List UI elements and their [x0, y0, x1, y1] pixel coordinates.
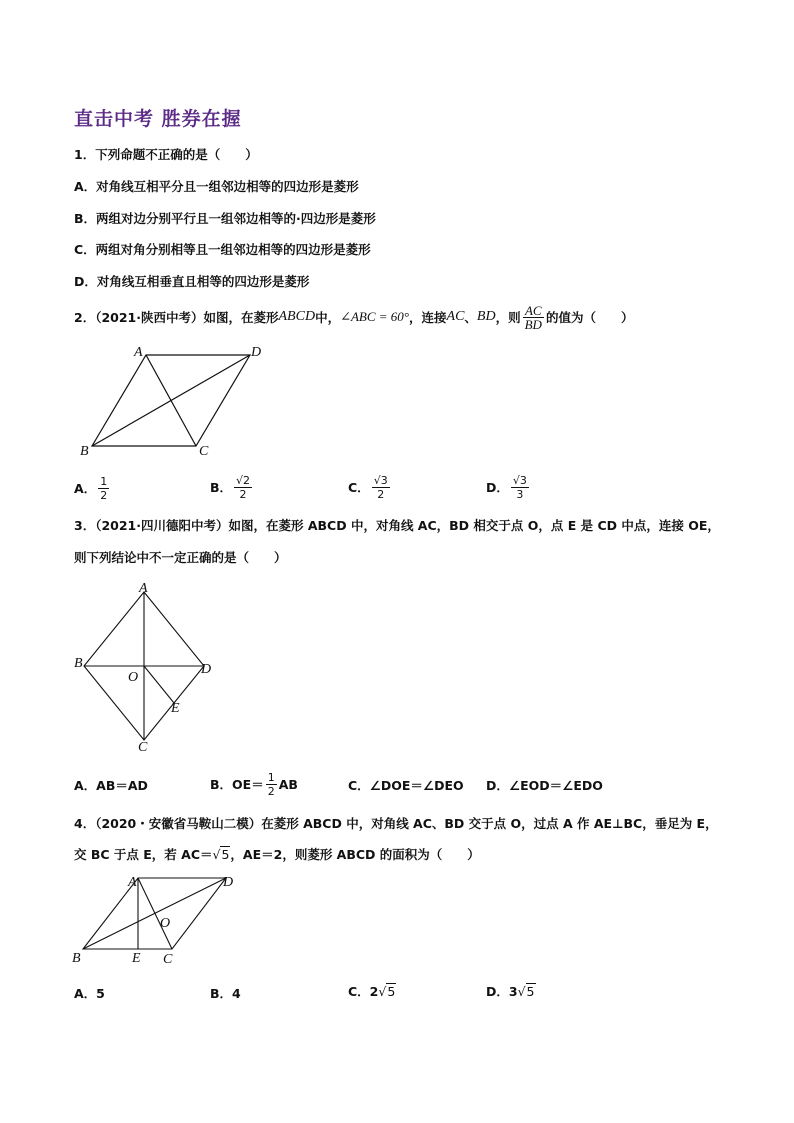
q2-option-b: B． $\frac{√2}{2}$ — [210, 473, 251, 501]
q2-diagonal-bd — [92, 355, 250, 446]
q4-label-a: A — [128, 875, 137, 890]
q4-option-d: D．3 √5 — [486, 983, 535, 999]
q1-stem: 1．下列命题不正确的是（ ） — [74, 147, 258, 162]
q2-option-c: C． $\frac{√3}{2}$ — [348, 473, 388, 501]
q2-label-a: A — [134, 345, 143, 360]
q3-label-o: O — [128, 670, 139, 685]
q3-label-e: E — [171, 701, 180, 716]
q4-label-d: D — [223, 875, 234, 890]
q4-label-o: O — [160, 916, 171, 931]
q3-stem-line1: 3．（2021·四川德阳中考）如图，在菱形 ABCD 中，对角线 AC，BD 相交于点 O，点 E 是 CD 中点，连接 OE， — [74, 518, 720, 533]
q3-label-a: A — [139, 581, 148, 596]
q4-label-c: C — [163, 952, 173, 967]
q4-figure — [66, 870, 246, 970]
q1-option-a: A．对角线互相平分且一组邻边相等的四边形是菱形 — [74, 179, 359, 194]
page-title: 直击中考 胜券在握 — [74, 108, 242, 130]
q4-diagonal-bd — [83, 878, 226, 949]
q1-option-d: D．对角线互相垂直且相等的四边形是菱形 — [74, 274, 310, 289]
q3-option-d: D．∠EOD＝∠EDO — [486, 778, 603, 793]
q2-option-d: D． $\frac{√3}{3}$ — [486, 473, 527, 501]
q4-option-a: A．5 — [74, 986, 105, 1001]
q3-label-c: C — [138, 740, 148, 755]
q4-option-c: C．2 √5 — [348, 983, 396, 999]
q2-option-a: A． $\frac{1}{2}$ — [74, 474, 108, 502]
q2-figure — [74, 340, 274, 460]
q2-fraction: $\frac{AC}{BD}$ — [524, 302, 542, 332]
q4-option-b: B．4 — [210, 986, 241, 1001]
q1-option-c: C．两组对角分别相等且一组邻边相等的四边形是菱形 — [74, 242, 371, 257]
q2-label-c: C — [199, 444, 209, 459]
q3-stem-line2: 则下列结论中不一定正确的是（ ） — [74, 550, 287, 565]
q2-label-b: B — [80, 444, 89, 459]
q4-stem-line1: 4．（2020・安徽省马鞍山二模）在菱形 ABCD 中，对角线 AC、BD 交于点 O，过点 A 作 AE⊥BC，垂足为 E， — [74, 816, 718, 831]
q3-segment-oe — [144, 666, 174, 703]
q3-label-d: D — [201, 662, 212, 677]
q3-figure — [70, 580, 230, 755]
q3-option-b: B．OE＝ $\frac{1}{2}$ AB — [210, 770, 298, 798]
q3-label-b: B — [74, 656, 83, 671]
q2-label-d: D — [251, 345, 262, 360]
q3-option-a: A．AB＝AD — [74, 778, 148, 793]
q4-label-e: E — [132, 951, 141, 966]
q1-option-b: B．两组对边分别平行且一组邻边相等的·四边形是菱形 — [74, 211, 376, 226]
q4-label-b: B — [72, 951, 81, 966]
q4-stem-line2: 交 BC 于点 E，若 AC＝ √5 ，AE＝2，则菱形 ABCD 的面积为（ ） — [74, 846, 480, 862]
q3-option-c: C．∠DOE＝∠DEO — [348, 778, 464, 793]
q2-stem: 2．（2021·陕西中考）如图，在菱形 ABCD 中， ∠ABC = 60° ，连接 AC 、 BD ，则 $\frac{AC}{BD}$ 的值为（ ） — [74, 302, 634, 332]
